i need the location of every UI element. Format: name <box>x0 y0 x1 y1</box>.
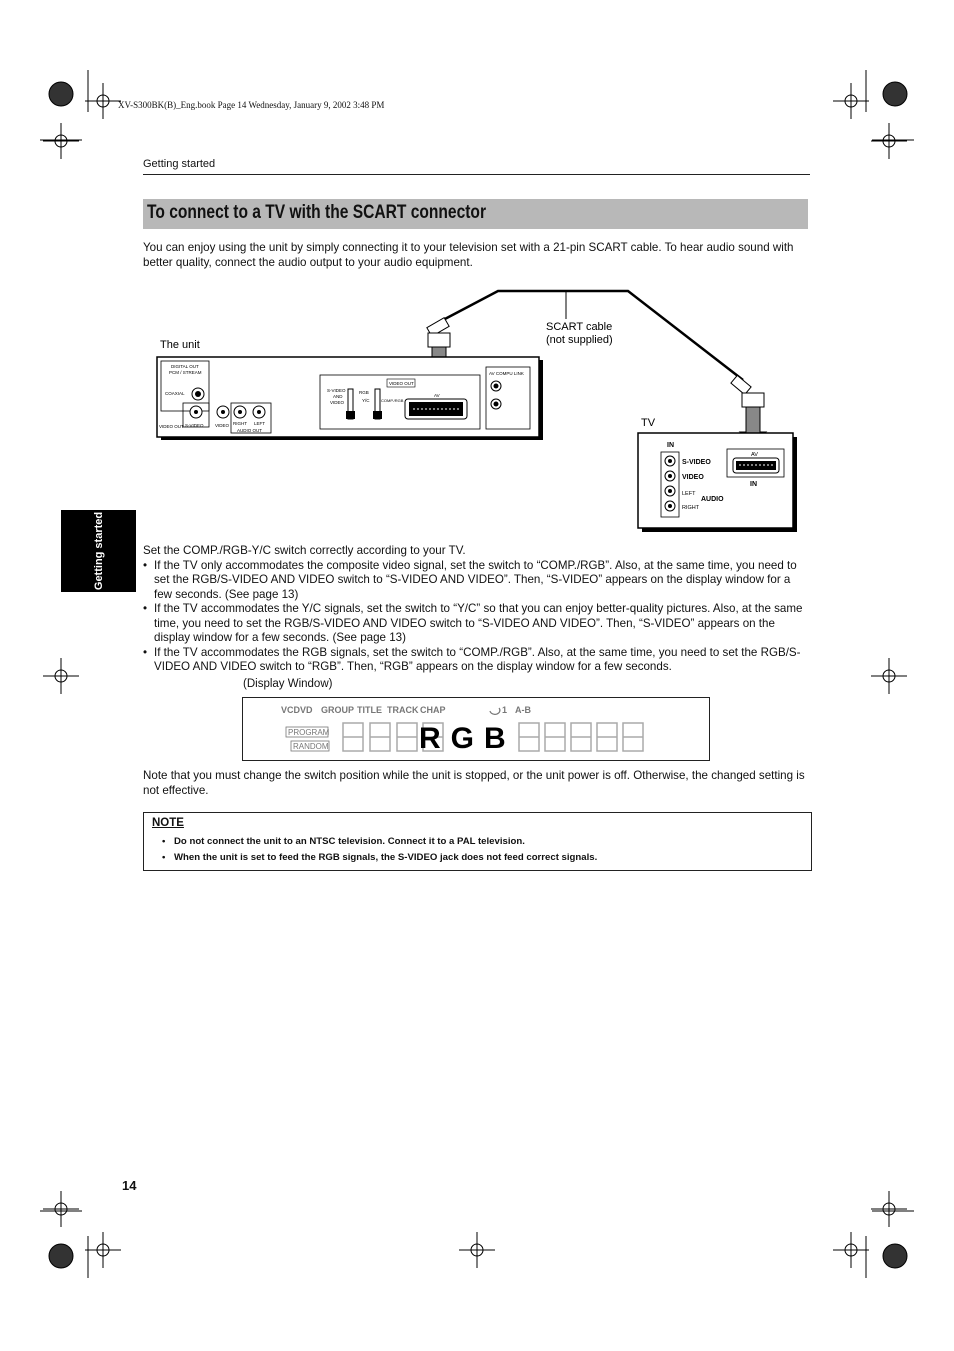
svg-text:TRACK: TRACK <box>387 705 419 715</box>
svg-text:VIDEO: VIDEO <box>330 400 345 405</box>
svg-text:GROUP: GROUP <box>321 705 355 715</box>
cable-label-1: SCART cable <box>546 321 613 333</box>
connection-diagram <box>143 285 803 540</box>
list-item: • When the unit is set to feed the RGB signals, the S-VIDEO jack does not feed correct signals. <box>162 850 597 866</box>
list-item: • If the TV accommodates the Y/C signals, set the switch to “Y/C” so that you can enjoy better-quality pictures. Also, at the same time, you need to set the RGB/S-VIDEO AND VIDEO switch to “S-VIDEO AND VIDEO”. Then, “S-VIDEO” appears on the display window for a few seconds. (See page 13) <box>143 602 811 646</box>
tv-rear-panel <box>638 433 797 532</box>
svg-text:IN: IN <box>750 481 757 488</box>
svg-text:AV COMPU LINK: AV COMPU LINK <box>489 371 524 376</box>
side-tab-label: Getting started <box>92 511 105 591</box>
svg-text:RIGHT: RIGHT <box>682 505 700 511</box>
svg-text:1: 1 <box>502 705 508 715</box>
instructions-lead: Set the COMP./RGB-Y/C switch correctly according to your TV. <box>143 544 466 557</box>
svg-text:AUDIO: AUDIO <box>701 496 724 503</box>
display-window <box>242 697 710 761</box>
switch-note: Note that you must change the switch position while the unit is stopped, or the unit power is off. Otherwise, the changed setting is not effective. <box>143 769 805 797</box>
svg-text:S-VIDEO: S-VIDEO <box>327 388 346 393</box>
svg-text:VIDEO OUT: VIDEO OUT <box>389 381 414 386</box>
instructions <box>143 544 811 675</box>
svg-text:Y/C: Y/C <box>362 398 370 403</box>
title-bar <box>143 199 808 229</box>
svg-text:COMP./RGB: COMP./RGB <box>381 398 404 403</box>
svg-text:S-VIDEO: S-VIDEO <box>185 423 204 428</box>
display-window-label: (Display Window) <box>243 678 333 690</box>
list-item: • If the TV accommodates the RGB signals, set the switch to “COMP./RGB”. Also, at the same time, you need to set the RGB/S-VIDEO AND VIDEO switch to “RGB”. Then, “RGB” appears on the display window for a few seconds. <box>143 646 811 675</box>
svg-text:VIDEO: VIDEO <box>215 423 230 428</box>
svg-text:S-VIDEO: S-VIDEO <box>682 459 711 466</box>
svg-text:RGB: RGB <box>359 390 369 395</box>
svg-text:VIDEO OUT: VIDEO OUT <box>159 424 184 429</box>
tv-label: TV <box>641 417 656 429</box>
svg-text:VIDEO: VIDEO <box>682 474 704 481</box>
header-rule <box>143 174 810 175</box>
unit-label: The unit <box>160 339 200 351</box>
scart-plug-unit-body <box>428 333 450 347</box>
page-number: 14 <box>122 1178 137 1193</box>
svg-text:PROGRAM: PROGRAM <box>288 728 330 737</box>
unit-rear-panel <box>157 357 543 440</box>
repeat-icon <box>490 708 500 714</box>
note-heading: NOTE <box>152 817 184 829</box>
file-header: XV-S300BK(B)_Eng.book Page 14 Wednesday, January 9, 2002 3:48 PM <box>118 100 385 110</box>
display-window-graphic <box>243 698 709 760</box>
instructions-list <box>143 559 811 675</box>
svg-text:AUDIO OUT: AUDIO OUT <box>237 428 263 433</box>
svg-text:A-B: A-B <box>515 705 531 715</box>
side-tab <box>61 510 136 592</box>
list-item: • If the TV only accommodates the composite video signal, set the switch to “COMP./RGB”. Also, at the same time, you need to set the RGB/S-VIDEO AND VIDEO switch to “S-VIDEO AND VIDEO”. Then, “S-VIDEO” appears on the display window for a few seconds. (See page 13) <box>143 559 811 603</box>
svg-text:RIGHT: RIGHT <box>233 421 247 426</box>
svg-text:AV: AV <box>434 393 440 398</box>
note-box <box>143 812 812 871</box>
svg-text:COAXIAL: COAXIAL <box>165 391 185 396</box>
display-readout: RGB <box>419 722 516 755</box>
page-title: To connect to a TV with the SCART connector <box>147 202 487 223</box>
svg-text:AND: AND <box>333 394 343 399</box>
svg-text:IN: IN <box>667 442 674 449</box>
svg-text:VCDVD: VCDVD <box>281 705 313 715</box>
scart-plug-tv-body <box>742 393 764 407</box>
svg-text:RANDOM: RANDOM <box>293 742 329 751</box>
svg-text:PCM / STREAM: PCM / STREAM <box>169 370 202 375</box>
svg-text:AV: AV <box>751 452 758 458</box>
section-label: Getting started <box>143 158 216 170</box>
svg-text:LEFT: LEFT <box>254 421 266 426</box>
intro-paragraph: You can enjoy using the unit by simply connecting it to your television set with a 21-pin SCART cable. To hear audio sound with better quality, connect the audio output to your audio equipment. <box>143 241 794 269</box>
svg-text:CHAP: CHAP <box>420 705 446 715</box>
svg-text:LEFT: LEFT <box>682 491 696 497</box>
list-item: • Do not connect the unit to an NTSC television. Connect it to a PAL television. <box>162 834 597 850</box>
note-list <box>162 834 597 866</box>
cable-label-2: (not supplied) <box>546 334 613 346</box>
svg-text:DIGITAL OUT: DIGITAL OUT <box>171 364 199 369</box>
svg-text:TITLE: TITLE <box>357 705 382 715</box>
